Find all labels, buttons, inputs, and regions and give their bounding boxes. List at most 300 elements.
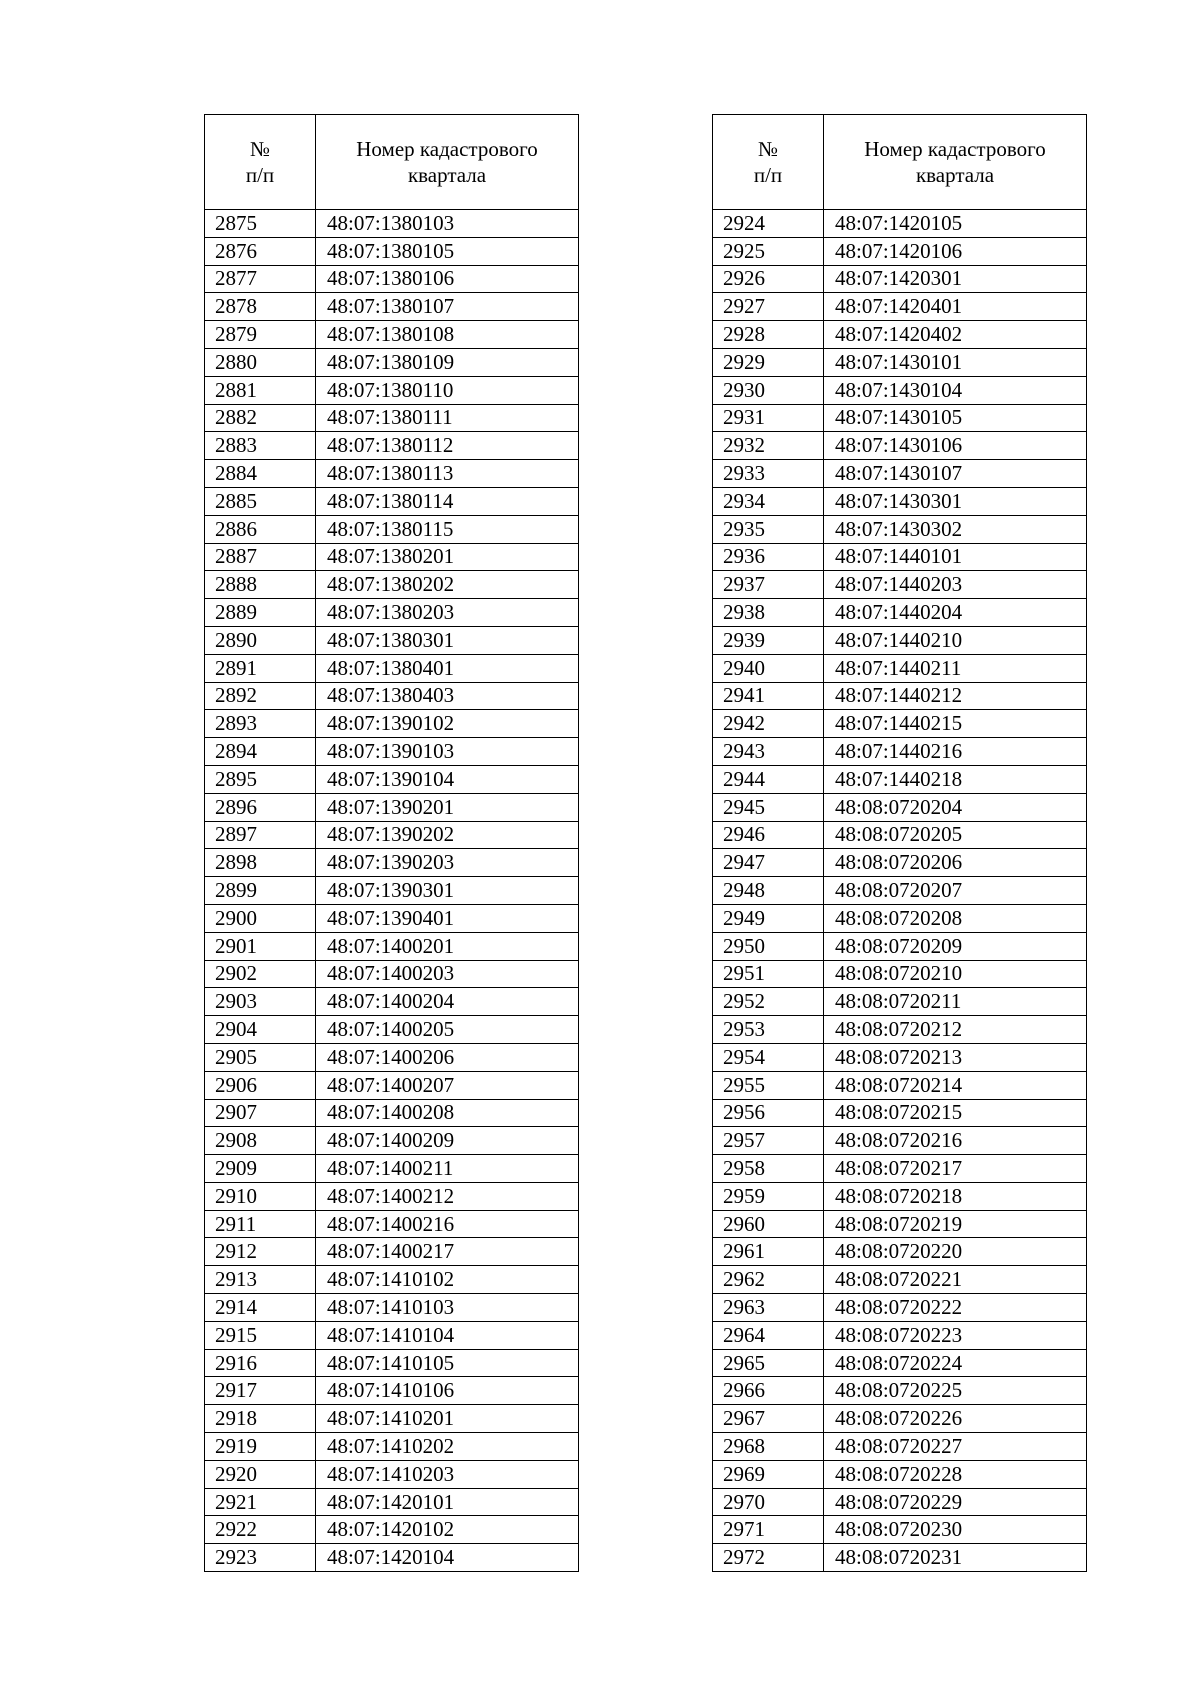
table-row bbox=[713, 1377, 1087, 1405]
cadastral-number: 48:08:0720226 bbox=[824, 1405, 1087, 1433]
table-row bbox=[713, 1405, 1087, 1433]
cadastral-number: 48:07:1380112 bbox=[316, 432, 579, 460]
row-number: 2946 bbox=[713, 821, 824, 849]
row-number: 2891 bbox=[205, 654, 316, 682]
row-number: 2883 bbox=[205, 432, 316, 460]
table-row bbox=[713, 599, 1087, 627]
cadastral-number: 48:07:1380202 bbox=[316, 571, 579, 599]
row-number: 2959 bbox=[713, 1182, 824, 1210]
row-number: 2887 bbox=[205, 543, 316, 571]
row-number: 2932 bbox=[713, 432, 824, 460]
cadastral-number: 48:07:1410201 bbox=[316, 1405, 579, 1433]
cadastral-number: 48:08:0720209 bbox=[824, 932, 1087, 960]
table-row bbox=[713, 293, 1087, 321]
table-row bbox=[713, 348, 1087, 376]
cadastral-number: 48:07:1440218 bbox=[824, 765, 1087, 793]
header-number-line2: п/п bbox=[753, 163, 783, 187]
cadastral-number: 48:07:1430101 bbox=[824, 348, 1087, 376]
table-row bbox=[205, 877, 579, 905]
table-row bbox=[713, 626, 1087, 654]
row-number: 2960 bbox=[713, 1210, 824, 1238]
row-number: 2909 bbox=[205, 1155, 316, 1183]
row-number: 2901 bbox=[205, 932, 316, 960]
row-number: 2924 bbox=[713, 210, 824, 238]
cadastral-number: 48:08:0720228 bbox=[824, 1460, 1087, 1488]
table-row bbox=[205, 293, 579, 321]
cadastral-number: 48:08:0720223 bbox=[824, 1321, 1087, 1349]
cadastral-number: 48:07:1410102 bbox=[316, 1266, 579, 1294]
table-row bbox=[713, 210, 1087, 238]
row-number: 2926 bbox=[713, 265, 824, 293]
table-row bbox=[205, 432, 579, 460]
table-row bbox=[713, 1349, 1087, 1377]
row-number: 2897 bbox=[205, 821, 316, 849]
row-number: 2951 bbox=[713, 960, 824, 988]
row-number: 2900 bbox=[205, 904, 316, 932]
table-row bbox=[205, 1460, 579, 1488]
cadastral-number: 48:07:1380108 bbox=[316, 321, 579, 349]
table-row bbox=[205, 765, 579, 793]
row-number: 2913 bbox=[205, 1266, 316, 1294]
row-number: 2969 bbox=[713, 1460, 824, 1488]
row-number: 2917 bbox=[205, 1377, 316, 1405]
cadastral-number: 48:07:1380113 bbox=[316, 460, 579, 488]
table-row bbox=[205, 1071, 579, 1099]
cadastral-number: 48:07:1400216 bbox=[316, 1210, 579, 1238]
table-row bbox=[205, 1016, 579, 1044]
row-number: 2877 bbox=[205, 265, 316, 293]
cadastral-number: 48:07:1430302 bbox=[824, 515, 1087, 543]
cadastral-number: 48:07:1390202 bbox=[316, 821, 579, 849]
row-number: 2961 bbox=[713, 1238, 824, 1266]
right-table bbox=[712, 114, 1087, 1572]
cadastral-number: 48:07:1440210 bbox=[824, 626, 1087, 654]
table-row bbox=[713, 237, 1087, 265]
row-number: 2927 bbox=[713, 293, 824, 321]
header-cadastral bbox=[316, 115, 579, 210]
table-row bbox=[713, 543, 1087, 571]
row-number: 2972 bbox=[713, 1544, 824, 1572]
cadastral-number: 48:07:1410103 bbox=[316, 1294, 579, 1322]
row-number: 2930 bbox=[713, 376, 824, 404]
cadastral-number: 48:07:1420106 bbox=[824, 237, 1087, 265]
cadastral-number: 48:07:1430106 bbox=[824, 432, 1087, 460]
cadastral-number: 48:07:1390203 bbox=[316, 849, 579, 877]
table-row bbox=[205, 1210, 579, 1238]
header-number-line1: № bbox=[757, 137, 779, 161]
row-number: 2923 bbox=[205, 1544, 316, 1572]
table-row bbox=[713, 404, 1087, 432]
cadastral-number: 48:07:1420401 bbox=[824, 293, 1087, 321]
cadastral-number: 48:08:0720224 bbox=[824, 1349, 1087, 1377]
table-row bbox=[205, 1544, 579, 1572]
row-number: 2954 bbox=[713, 1043, 824, 1071]
cadastral-number: 48:07:1410203 bbox=[316, 1460, 579, 1488]
table-row bbox=[713, 571, 1087, 599]
table-row bbox=[713, 515, 1087, 543]
row-number: 2942 bbox=[713, 710, 824, 738]
right-table-body bbox=[713, 210, 1087, 1572]
left-table-body bbox=[205, 210, 579, 1572]
cadastral-number: 48:08:0720206 bbox=[824, 849, 1087, 877]
table-row bbox=[713, 682, 1087, 710]
row-number: 2892 bbox=[205, 682, 316, 710]
table-row bbox=[205, 682, 579, 710]
header-cadastral bbox=[824, 115, 1087, 210]
table-row bbox=[205, 626, 579, 654]
table-row bbox=[205, 543, 579, 571]
row-number: 2912 bbox=[205, 1238, 316, 1266]
cadastral-number: 48:07:1400204 bbox=[316, 988, 579, 1016]
table-row bbox=[205, 738, 579, 766]
table-row bbox=[205, 1182, 579, 1210]
table-row bbox=[205, 1294, 579, 1322]
row-number: 2886 bbox=[205, 515, 316, 543]
table-row bbox=[713, 654, 1087, 682]
row-number: 2949 bbox=[713, 904, 824, 932]
header-cadastral-line2: квартала bbox=[915, 163, 995, 187]
row-number: 2904 bbox=[205, 1016, 316, 1044]
row-number: 2899 bbox=[205, 877, 316, 905]
cadastral-number: 48:08:0720205 bbox=[824, 821, 1087, 849]
row-number: 2876 bbox=[205, 237, 316, 265]
cadastral-number: 48:07:1410202 bbox=[316, 1433, 579, 1461]
row-number: 2885 bbox=[205, 487, 316, 515]
header-number bbox=[713, 115, 824, 210]
table-row bbox=[205, 1321, 579, 1349]
cadastral-number: 48:08:0720211 bbox=[824, 988, 1087, 1016]
cadastral-number: 48:07:1390102 bbox=[316, 710, 579, 738]
row-number: 2950 bbox=[713, 932, 824, 960]
row-number: 2957 bbox=[713, 1127, 824, 1155]
row-number: 2964 bbox=[713, 1321, 824, 1349]
row-number: 2971 bbox=[713, 1516, 824, 1544]
cadastral-number: 48:07:1380110 bbox=[316, 376, 579, 404]
table-row bbox=[713, 1182, 1087, 1210]
table-row bbox=[205, 1488, 579, 1516]
cadastral-number: 48:07:1380401 bbox=[316, 654, 579, 682]
table-row bbox=[713, 1460, 1087, 1488]
table-row bbox=[713, 793, 1087, 821]
cadastral-number: 48:07:1400208 bbox=[316, 1099, 579, 1127]
table-row bbox=[205, 1043, 579, 1071]
table-row bbox=[205, 404, 579, 432]
cadastral-number: 48:07:1440216 bbox=[824, 738, 1087, 766]
cadastral-number: 48:07:1400201 bbox=[316, 932, 579, 960]
cadastral-number: 48:07:1380403 bbox=[316, 682, 579, 710]
row-number: 2920 bbox=[205, 1460, 316, 1488]
row-number: 2958 bbox=[713, 1155, 824, 1183]
table-row bbox=[205, 1433, 579, 1461]
cadastral-number: 48:07:1430104 bbox=[824, 376, 1087, 404]
cadastral-number: 48:07:1440211 bbox=[824, 654, 1087, 682]
cadastral-number: 48:08:0720219 bbox=[824, 1210, 1087, 1238]
table-row bbox=[205, 1377, 579, 1405]
table-row bbox=[205, 988, 579, 1016]
cadastral-number: 48:07:1400212 bbox=[316, 1182, 579, 1210]
table-row bbox=[205, 1155, 579, 1183]
row-number: 2955 bbox=[713, 1071, 824, 1099]
row-number: 2875 bbox=[205, 210, 316, 238]
cadastral-number: 48:08:0720213 bbox=[824, 1043, 1087, 1071]
cadastral-number: 48:07:1380109 bbox=[316, 348, 579, 376]
cadastral-number: 48:07:1410105 bbox=[316, 1349, 579, 1377]
row-number: 2965 bbox=[713, 1349, 824, 1377]
cadastral-number: 48:07:1380105 bbox=[316, 237, 579, 265]
row-number: 2953 bbox=[713, 1016, 824, 1044]
cadastral-number: 48:07:1380115 bbox=[316, 515, 579, 543]
table-row bbox=[205, 849, 579, 877]
table-row bbox=[713, 710, 1087, 738]
cadastral-number: 48:07:1380114 bbox=[316, 487, 579, 515]
header-number-line2: п/п bbox=[245, 163, 275, 187]
row-number: 2931 bbox=[713, 404, 824, 432]
cadastral-number: 48:07:1400206 bbox=[316, 1043, 579, 1071]
cadastral-number: 48:07:1380103 bbox=[316, 210, 579, 238]
cadastral-number: 48:07:1390401 bbox=[316, 904, 579, 932]
table-row bbox=[713, 1099, 1087, 1127]
table-row bbox=[713, 1488, 1087, 1516]
header-cadastral-line1: Номер кадастрового bbox=[356, 137, 538, 161]
table-row bbox=[205, 654, 579, 682]
table-row bbox=[205, 1349, 579, 1377]
cadastral-number: 48:08:0720221 bbox=[824, 1266, 1087, 1294]
table-row bbox=[205, 960, 579, 988]
row-number: 2903 bbox=[205, 988, 316, 1016]
table-row bbox=[713, 765, 1087, 793]
table-row bbox=[713, 849, 1087, 877]
row-number: 2956 bbox=[713, 1099, 824, 1127]
row-number: 2962 bbox=[713, 1266, 824, 1294]
row-number: 2898 bbox=[205, 849, 316, 877]
cadastral-number: 48:07:1400203 bbox=[316, 960, 579, 988]
cadastral-number: 48:07:1380111 bbox=[316, 404, 579, 432]
cadastral-number: 48:07:1440203 bbox=[824, 571, 1087, 599]
row-number: 2970 bbox=[713, 1488, 824, 1516]
table-row bbox=[713, 960, 1087, 988]
row-number: 2921 bbox=[205, 1488, 316, 1516]
cadastral-number: 48:07:1440101 bbox=[824, 543, 1087, 571]
header-row bbox=[713, 115, 1087, 210]
row-number: 2933 bbox=[713, 460, 824, 488]
cadastral-number: 48:07:1410104 bbox=[316, 1321, 579, 1349]
cadastral-number: 48:08:0720220 bbox=[824, 1238, 1087, 1266]
table-row bbox=[713, 321, 1087, 349]
table-row bbox=[713, 487, 1087, 515]
row-number: 2919 bbox=[205, 1433, 316, 1461]
header-number-line1: № bbox=[249, 137, 271, 161]
row-number: 2906 bbox=[205, 1071, 316, 1099]
row-number: 2947 bbox=[713, 849, 824, 877]
cadastral-number: 48:08:0720207 bbox=[824, 877, 1087, 905]
table-row bbox=[205, 487, 579, 515]
cadastral-number: 48:07:1440204 bbox=[824, 599, 1087, 627]
row-number: 2879 bbox=[205, 321, 316, 349]
header-row bbox=[205, 115, 579, 210]
cadastral-number: 48:07:1390104 bbox=[316, 765, 579, 793]
header-cadastral-line1: Номер кадастрового bbox=[864, 137, 1046, 161]
table-row bbox=[205, 1516, 579, 1544]
table-row bbox=[713, 1516, 1087, 1544]
table-row bbox=[205, 348, 579, 376]
row-number: 2945 bbox=[713, 793, 824, 821]
row-number: 2963 bbox=[713, 1294, 824, 1322]
cadastral-number: 48:07:1400217 bbox=[316, 1238, 579, 1266]
cadastral-number: 48:07:1440215 bbox=[824, 710, 1087, 738]
row-number: 2880 bbox=[205, 348, 316, 376]
cadastral-number: 48:08:0720227 bbox=[824, 1433, 1087, 1461]
cadastral-number: 48:07:1410106 bbox=[316, 1377, 579, 1405]
cadastral-number: 48:08:0720230 bbox=[824, 1516, 1087, 1544]
table-row bbox=[713, 1210, 1087, 1238]
row-number: 2878 bbox=[205, 293, 316, 321]
row-number: 2934 bbox=[713, 487, 824, 515]
table-row bbox=[713, 432, 1087, 460]
table-row bbox=[713, 904, 1087, 932]
table-row bbox=[713, 265, 1087, 293]
table-row bbox=[205, 321, 579, 349]
table-row bbox=[713, 1016, 1087, 1044]
table-row bbox=[713, 932, 1087, 960]
cadastral-number: 48:07:1430107 bbox=[824, 460, 1087, 488]
cadastral-number: 48:08:0720214 bbox=[824, 1071, 1087, 1099]
row-number: 2952 bbox=[713, 988, 824, 1016]
cadastral-number: 48:07:1420104 bbox=[316, 1544, 579, 1572]
table-row bbox=[205, 1099, 579, 1127]
row-number: 2890 bbox=[205, 626, 316, 654]
row-number: 2936 bbox=[713, 543, 824, 571]
table-row bbox=[205, 599, 579, 627]
cadastral-number: 48:08:0720204 bbox=[824, 793, 1087, 821]
table-row bbox=[205, 1238, 579, 1266]
cadastral-number: 48:08:0720208 bbox=[824, 904, 1087, 932]
cadastral-number: 48:08:0720218 bbox=[824, 1182, 1087, 1210]
cadastral-number: 48:07:1420402 bbox=[824, 321, 1087, 349]
cadastral-number: 48:07:1380106 bbox=[316, 265, 579, 293]
row-number: 2910 bbox=[205, 1182, 316, 1210]
header-cadastral-line2: квартала bbox=[407, 163, 487, 187]
cadastral-number: 48:07:1420301 bbox=[824, 265, 1087, 293]
row-number: 2968 bbox=[713, 1433, 824, 1461]
cadastral-number: 48:07:1420102 bbox=[316, 1516, 579, 1544]
table-row bbox=[205, 1266, 579, 1294]
cadastral-number: 48:08:0720210 bbox=[824, 960, 1087, 988]
table-row bbox=[713, 1266, 1087, 1294]
cadastral-number: 48:07:1390103 bbox=[316, 738, 579, 766]
header-number bbox=[205, 115, 316, 210]
cadastral-number: 48:07:1380107 bbox=[316, 293, 579, 321]
row-number: 2943 bbox=[713, 738, 824, 766]
row-number: 2918 bbox=[205, 1405, 316, 1433]
row-number: 2967 bbox=[713, 1405, 824, 1433]
table-row bbox=[205, 571, 579, 599]
table-row bbox=[713, 376, 1087, 404]
row-number: 2907 bbox=[205, 1099, 316, 1127]
row-number: 2944 bbox=[713, 765, 824, 793]
table-row bbox=[713, 1043, 1087, 1071]
row-number: 2938 bbox=[713, 599, 824, 627]
table-row bbox=[205, 515, 579, 543]
row-number: 2911 bbox=[205, 1210, 316, 1238]
table-row bbox=[713, 1544, 1087, 1572]
row-number: 2895 bbox=[205, 765, 316, 793]
cadastral-number: 48:07:1400209 bbox=[316, 1127, 579, 1155]
row-number: 2929 bbox=[713, 348, 824, 376]
table-row bbox=[205, 1405, 579, 1433]
table-row bbox=[713, 460, 1087, 488]
table-row bbox=[713, 738, 1087, 766]
cadastral-number: 48:07:1420101 bbox=[316, 1488, 579, 1516]
row-number: 2935 bbox=[713, 515, 824, 543]
table-row bbox=[205, 237, 579, 265]
table-row bbox=[713, 1238, 1087, 1266]
left-table bbox=[204, 114, 579, 1572]
row-number: 2894 bbox=[205, 738, 316, 766]
row-number: 2881 bbox=[205, 376, 316, 404]
cadastral-number: 48:07:1390201 bbox=[316, 793, 579, 821]
table-row bbox=[205, 265, 579, 293]
cadastral-number: 48:08:0720217 bbox=[824, 1155, 1087, 1183]
row-number: 2916 bbox=[205, 1349, 316, 1377]
cadastral-number: 48:08:0720231 bbox=[824, 1544, 1087, 1572]
cadastral-number: 48:07:1380301 bbox=[316, 626, 579, 654]
row-number: 2937 bbox=[713, 571, 824, 599]
row-number: 2896 bbox=[205, 793, 316, 821]
table-row bbox=[713, 821, 1087, 849]
row-number: 2939 bbox=[713, 626, 824, 654]
row-number: 2941 bbox=[713, 682, 824, 710]
row-number: 2922 bbox=[205, 1516, 316, 1544]
row-number: 2889 bbox=[205, 599, 316, 627]
cadastral-number: 48:08:0720216 bbox=[824, 1127, 1087, 1155]
row-number: 2908 bbox=[205, 1127, 316, 1155]
cadastral-number: 48:08:0720215 bbox=[824, 1099, 1087, 1127]
cadastral-number: 48:08:0720229 bbox=[824, 1488, 1087, 1516]
table-row bbox=[713, 1155, 1087, 1183]
row-number: 2940 bbox=[713, 654, 824, 682]
row-number: 2905 bbox=[205, 1043, 316, 1071]
row-number: 2948 bbox=[713, 877, 824, 905]
table-row bbox=[205, 793, 579, 821]
row-number: 2928 bbox=[713, 321, 824, 349]
table-row bbox=[205, 821, 579, 849]
table-row bbox=[205, 710, 579, 738]
table-row bbox=[205, 932, 579, 960]
table-row bbox=[205, 904, 579, 932]
cadastral-number: 48:07:1420105 bbox=[824, 210, 1087, 238]
table-row bbox=[713, 1127, 1087, 1155]
row-number: 2966 bbox=[713, 1377, 824, 1405]
row-number: 2925 bbox=[713, 237, 824, 265]
row-number: 2888 bbox=[205, 571, 316, 599]
row-number: 2884 bbox=[205, 460, 316, 488]
row-number: 2882 bbox=[205, 404, 316, 432]
row-number: 2915 bbox=[205, 1321, 316, 1349]
cadastral-number: 48:07:1430301 bbox=[824, 487, 1087, 515]
cadastral-number: 48:07:1400207 bbox=[316, 1071, 579, 1099]
cadastral-number: 48:07:1380201 bbox=[316, 543, 579, 571]
table-row bbox=[713, 877, 1087, 905]
table-row bbox=[205, 210, 579, 238]
table-row bbox=[713, 988, 1087, 1016]
table-row bbox=[713, 1071, 1087, 1099]
cadastral-number: 48:07:1400211 bbox=[316, 1155, 579, 1183]
table-row bbox=[713, 1321, 1087, 1349]
cadastral-number: 48:08:0720222 bbox=[824, 1294, 1087, 1322]
row-number: 2914 bbox=[205, 1294, 316, 1322]
cadastral-number: 48:08:0720225 bbox=[824, 1377, 1087, 1405]
cadastral-number: 48:07:1400205 bbox=[316, 1016, 579, 1044]
